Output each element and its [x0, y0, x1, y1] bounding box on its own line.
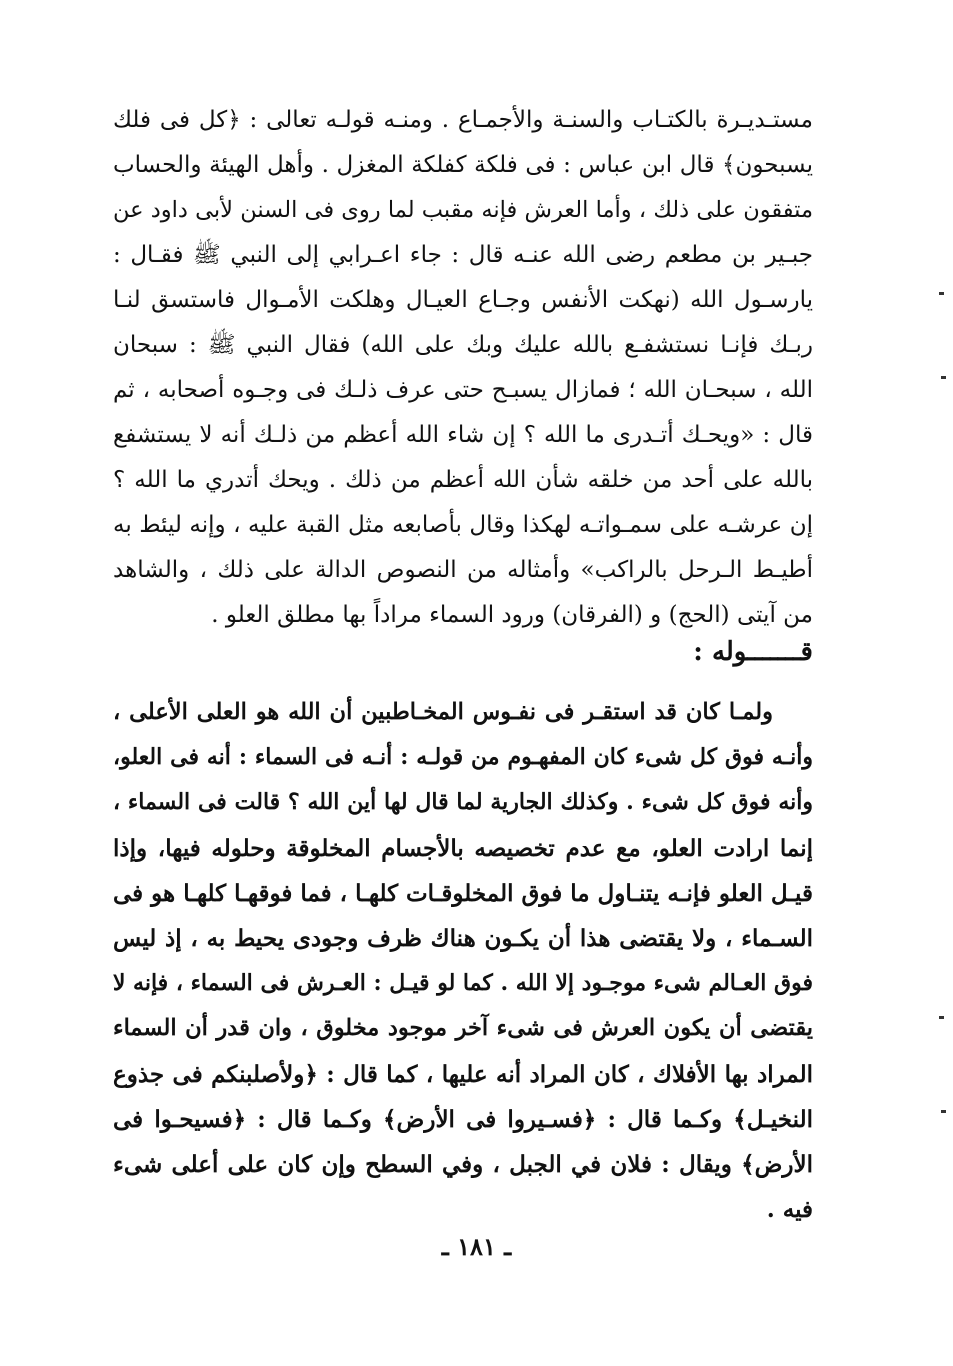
paragraph-2	[113, 690, 813, 1232]
margin-mark	[939, 1016, 944, 1019]
text-line: قيـل العلو فإنـه يتنـاول ما فوق المخلوقـات كلهـا ، فما فوقهـا كلهـا هو فى	[113, 879, 813, 907]
text-line: المراد بها الأفلاك ، كان المراد أنه عليها ، كما قال : ﴿ولأصلبنكم فى جذوع	[113, 1060, 813, 1088]
text-line: الأرض﴾ ويقال : فلان في الجبل ، وفي السطح وإن كان على أعلى شىء	[113, 1150, 813, 1178]
paragraph-1	[113, 98, 813, 638]
text-line: فيه .	[766, 1196, 813, 1224]
text-line: أطيـط الـرحل بالراكب» وأمثاله من النصوص الدالة على ذلك ، والشاهد	[113, 557, 813, 583]
text-line: النخيـل﴾ وكـما قال : ﴿فسـيروا فى الأرض﴾ وكـما قال : ﴿فسيحـوا فى	[113, 1105, 813, 1133]
text-line: يقتضى أن يكون العرش فى شىء آخر موجود مخلوق ، وان قدر أن السماء	[113, 1015, 813, 1042]
margin-mark	[939, 292, 944, 295]
text-line: إن عرشـه على سمـواتـه لهكذا وقال بأصابعه مثل القبة عليه ، وإنه ليئط به	[113, 512, 813, 538]
text-line: فوق العـالم شىء موجـود إلا الله . كما لو قيـل : العـرش فى السماء ، فإنه لا	[112, 970, 813, 997]
text-line: وأنـه فوق كل شىء كان المفهـوم من قولـه : أنـه فى السماء : أنه فى العلو،	[113, 744, 813, 771]
margin-mark	[941, 376, 946, 379]
text-line: مستـديـرة بالكتـاب والسنـة والأجمـاع . ومنـه قولـه تعالى : ﴿كل فى فلك	[113, 107, 813, 133]
text-line: ولمـا كان قد استقـر فى نفـوس المخـاطبين أن الله هو العلى الأعلى ،	[113, 699, 773, 725]
text-line: جبـير بن مطعم رضى الله عنـه قال : جاء اعـرابي إلى النبي ﷺ فقـال :	[113, 242, 813, 268]
text-line: السـماء ، ولا يقتضى هذا أن يكـون هناك ظرف وجودى يحيط به ، إذ ليس	[113, 924, 813, 952]
text-line: يارسـول الله (نهكت الأنفس وجـاع العيـال وهلكت الأمـوال فاستسق لنـا	[113, 287, 813, 313]
text-line: إنما ارادت العلو، مع عدم تخصيصه بالأجسام المخلوقة وحلوله فيها، وإذا	[113, 834, 813, 862]
text-line: متفقون على ذلك ، وأما العرش فإنه مقبب لما روى فى السنن لأبى داود عن	[113, 197, 813, 223]
text-line: وأنه فوق كل شىء . وكذلك الجارية لما قال لها أين الله ؟ قالت فى السماء ،	[113, 789, 813, 816]
page-number: ـ ١٨١ ـ	[441, 1232, 512, 1261]
margin-mark	[941, 1110, 946, 1113]
text-line: ربـك فإنـا نستشفـع بالله عليك وبك على الله) فقال النبي ﷺ : سبحان	[113, 332, 813, 358]
text-line: من آيتى (الحج) و (الفرقان) ورود السماء مراداً بها مطلق العلو .	[211, 602, 813, 628]
text-line: بالله على أحد من خلقه شأن الله أعظم من ذلك . ويحك أتدري ما الله ؟	[113, 467, 813, 493]
section-heading: قـــــــوله :	[693, 637, 813, 667]
text-line: قال : «ويحـك أتـدرى ما الله ؟ إن شاء الله أعظم من ذلـك أنه لا يستشفع	[113, 422, 813, 448]
text-line: الله ، سبحـان الله ؛ فمازال يسبـح حتى عرف ذلـك فى وجـوه أصحابه ، ثم	[113, 377, 813, 403]
text-line: يسبحون﴾ قال ابن عباس : فى فلكة كفلكة المغزل . وأهل الهيئة والحساب	[113, 152, 813, 178]
